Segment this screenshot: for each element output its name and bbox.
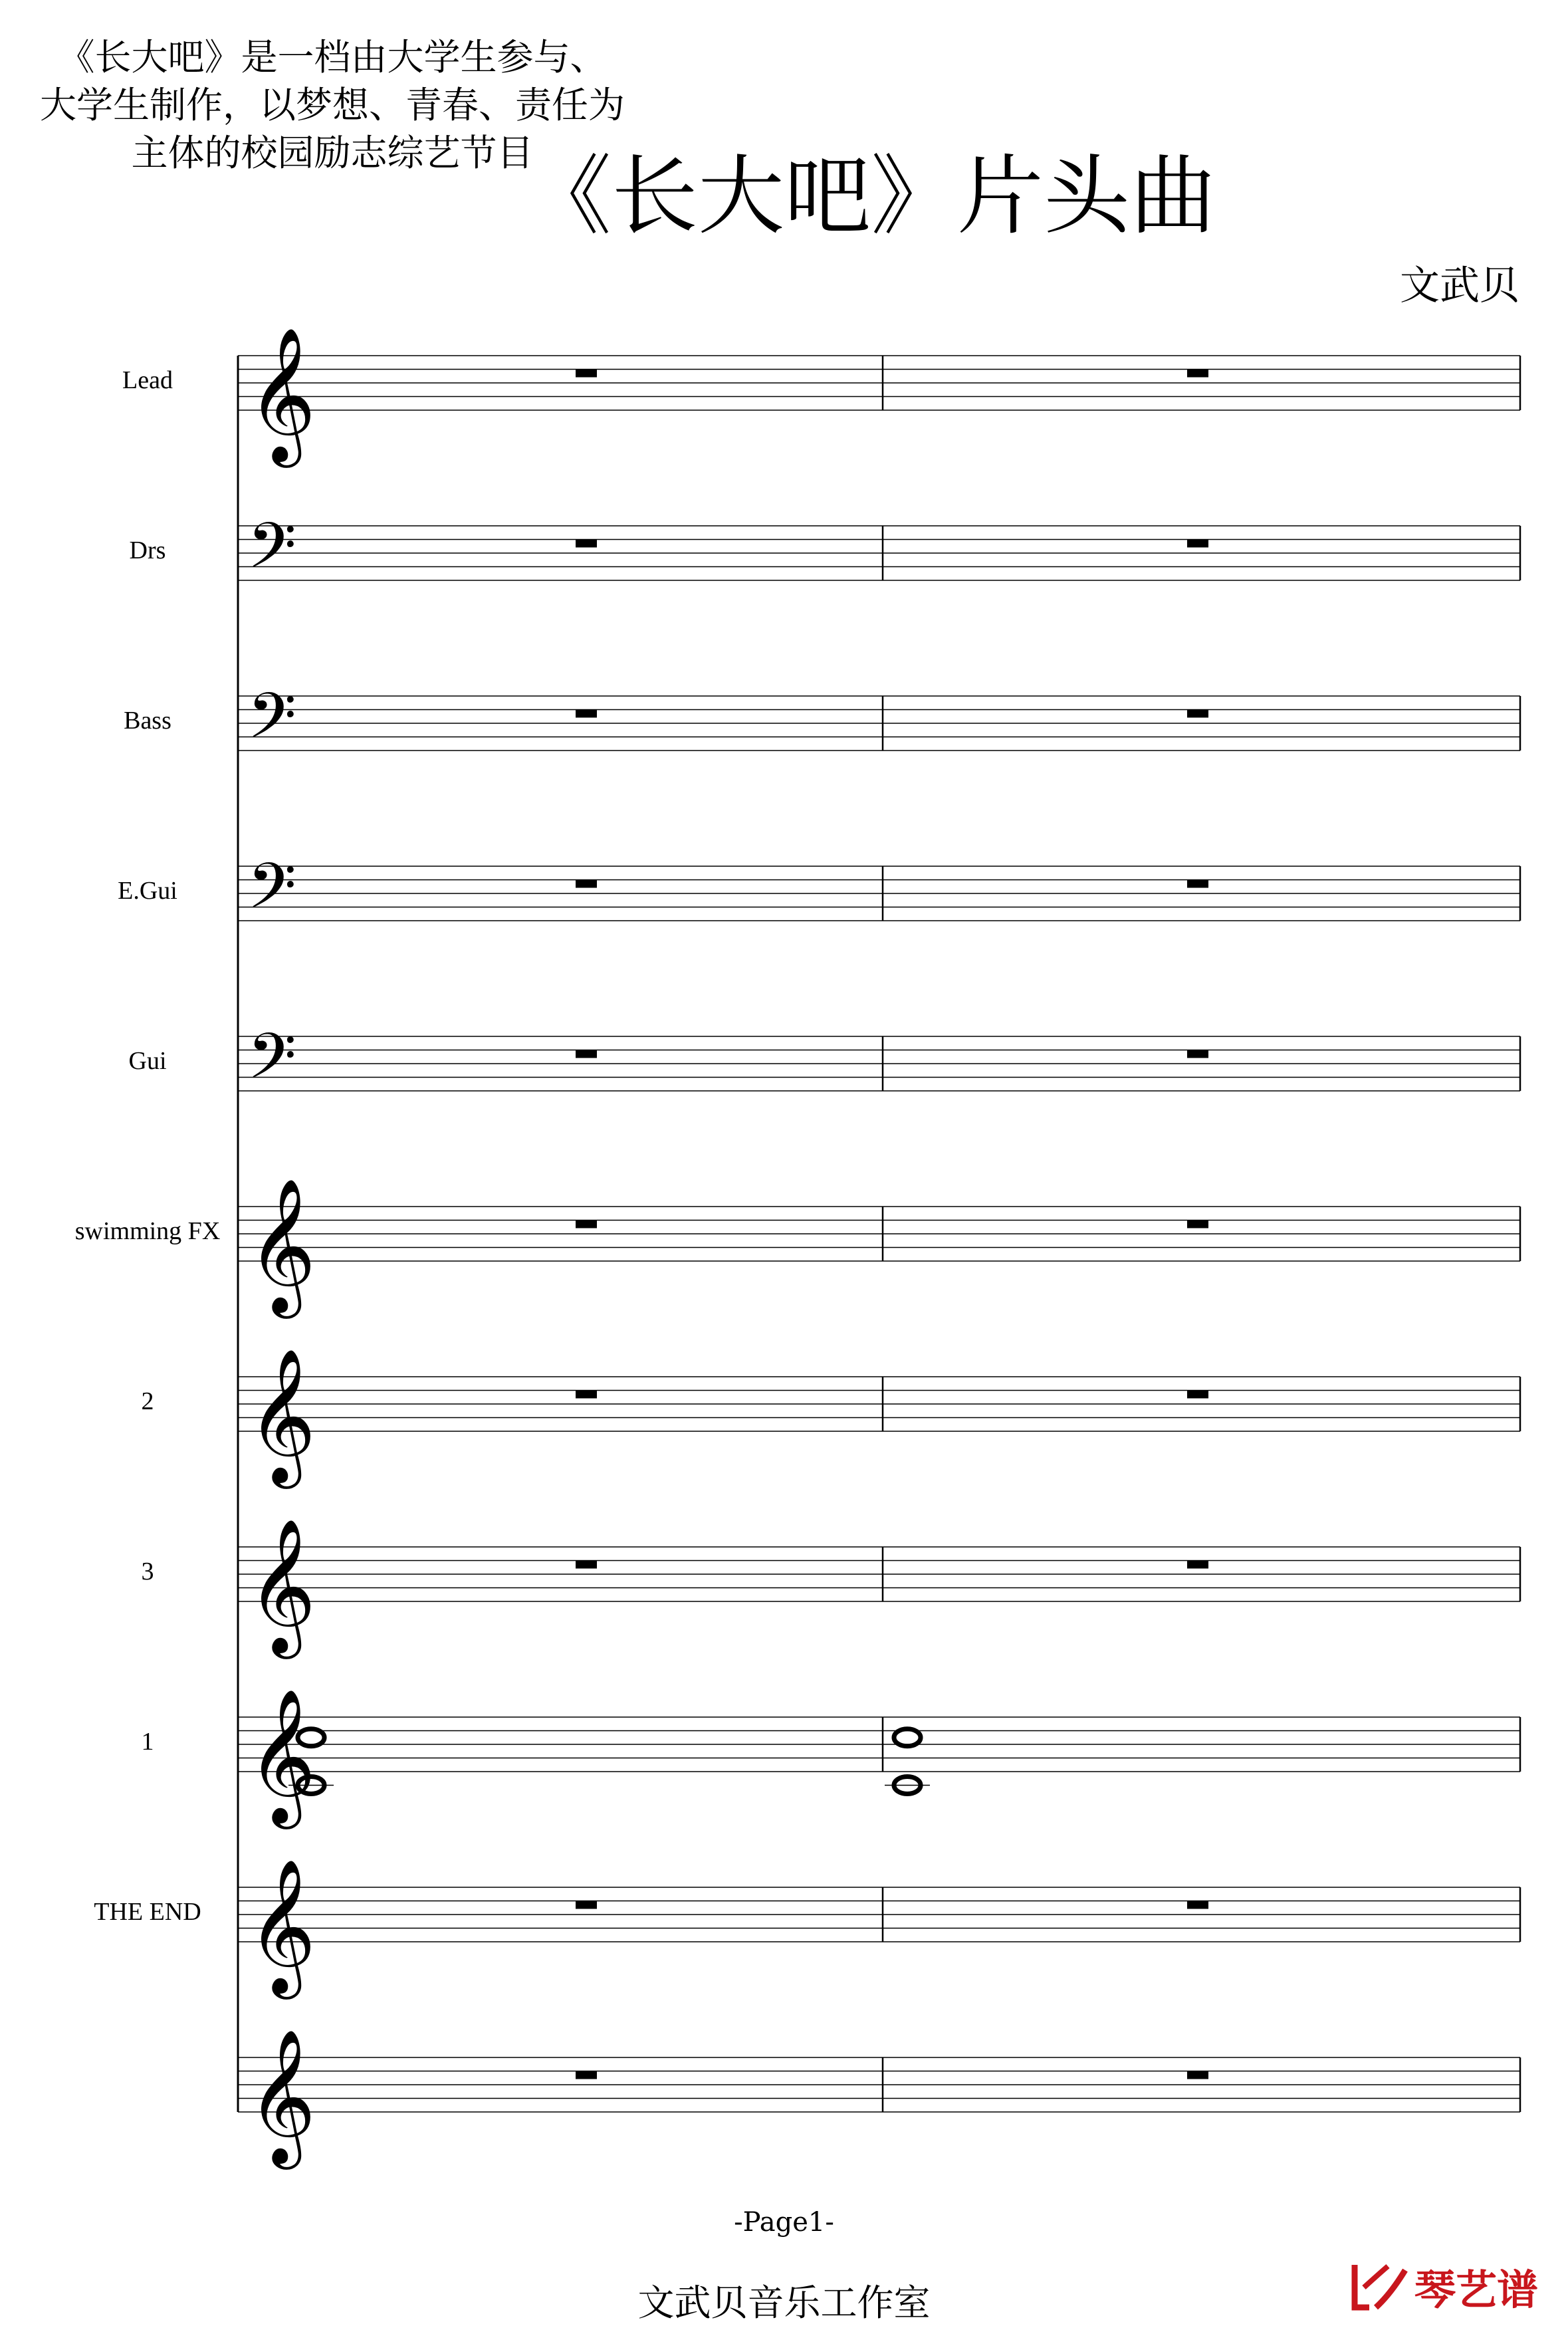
whole-rest [576, 2071, 597, 2079]
treble-clef-icon: 𝄞 [247, 1348, 316, 1483]
whole-rest [1187, 370, 1208, 378]
whole-rest [1187, 1561, 1208, 1569]
composer-name: 文武贝 [1400, 263, 1519, 309]
description-line-1: 《长大吧》是一档由大学生参与、 [58, 36, 607, 78]
treble-clef-icon: 𝄞 [247, 2029, 316, 2164]
bass-clef-icon: 𝄢 [247, 679, 296, 768]
whole-rest [576, 540, 597, 548]
staff-label: Gui [128, 1047, 167, 1075]
score-title: 《长大吧》片头曲 [524, 146, 1216, 247]
staff-label: THE END [94, 1898, 201, 1926]
whole-rest [1187, 1050, 1208, 1058]
whole-rest [576, 880, 597, 888]
bass-clef-icon: 𝄢 [247, 850, 296, 939]
staff-label: 3 [141, 1558, 154, 1585]
studio-name: 文武贝音乐工作室 [637, 2281, 931, 2324]
whole-rest [1187, 1901, 1208, 1909]
logo-text: 琴艺谱 [1414, 2266, 1538, 2314]
whole-rest [576, 1050, 597, 1058]
staff-label: Lead [122, 366, 173, 394]
whole-rest [1187, 540, 1208, 548]
treble-clef-icon: 𝄞 [247, 327, 316, 462]
whole-rest [1187, 1221, 1208, 1228]
whole-rest [576, 710, 597, 718]
logo-mark-icon [1349, 2261, 1409, 2313]
whole-rest [576, 1391, 597, 1399]
staff-label: E.Gui [118, 877, 177, 905]
whole-rest [576, 370, 597, 378]
whole-rest [1187, 710, 1208, 718]
treble-clef-icon: 𝄞 [247, 1518, 316, 1653]
whole-rest [1187, 2071, 1208, 2079]
staff-label: swimming FX [74, 1217, 221, 1245]
staff-label: Bass [124, 707, 171, 735]
bass-clef-icon: 𝄢 [247, 1020, 296, 1109]
bass-clef-icon: 𝄢 [247, 509, 296, 598]
whole-rest [576, 1901, 597, 1909]
site-logo [1349, 2257, 1538, 2316]
page-number: -Page1- [734, 2207, 834, 2238]
whole-rest [1187, 880, 1208, 888]
whole-rest [576, 1221, 597, 1228]
whole-rest [576, 1561, 597, 1569]
staff-label: Drs [129, 536, 166, 564]
treble-clef-icon: 𝄞 [247, 1689, 316, 1823]
whole-rest [1187, 1391, 1208, 1399]
description-line-2: 大学生制作，以梦想、青春、责任为 [39, 84, 625, 126]
description-line-3: 主体的校园励志综艺节目 [131, 132, 534, 174]
treble-clef-icon: 𝄞 [247, 1178, 316, 1313]
treble-clef-icon: 𝄞 [247, 1859, 316, 1994]
staff-label: 2 [141, 1387, 154, 1415]
staff-label: 1 [141, 1728, 154, 1756]
whole-note [894, 1729, 921, 1746]
